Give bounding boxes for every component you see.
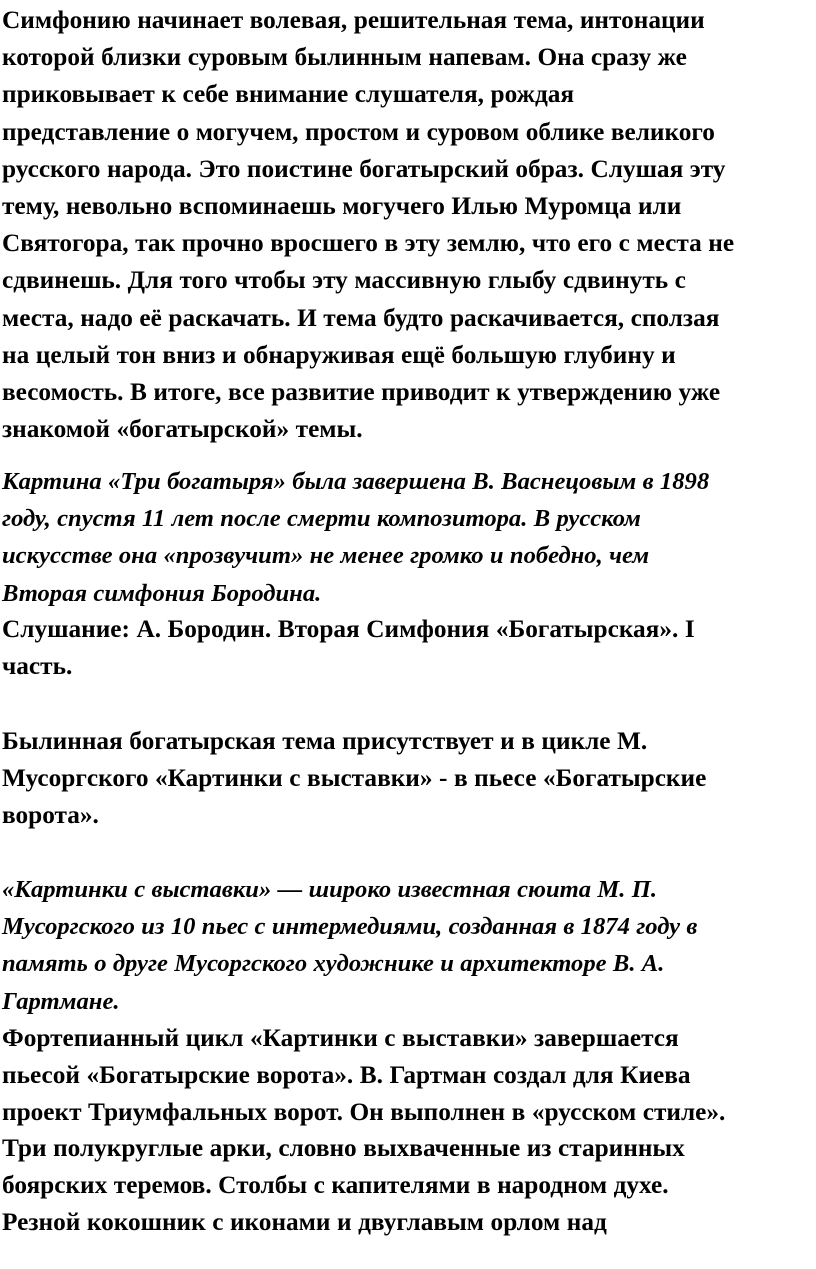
text-line: искусстве она «прозвучит» не менее громко и победно, чем: [2, 542, 650, 570]
text-line: Фортепианный цикл «Картинки с выставки» завершается: [2, 1024, 679, 1052]
text-line: «Картинки с выставки» — широко известная сюита М. П.: [2, 876, 658, 903]
text-line: знакомой «богатырской» темы.: [2, 415, 363, 444]
paragraph-4: [2, 723, 706, 835]
paragraph-7: [2, 1130, 685, 1242]
text-line: которой близки суровым былинным напевам. Она сразу же: [2, 43, 687, 72]
paragraph-3: [2, 611, 695, 685]
text-line: Мусоргского «Картинки с выставки» - в пьесе «Богатырские: [2, 764, 707, 793]
text-line: проект Триумфальных ворот. Он выполнен в «русском стиле».: [2, 1098, 726, 1127]
paragraph-2: [2, 463, 709, 612]
text-line: боярских теремов. Столбы с капителями в народном духе.: [2, 1171, 669, 1200]
text-line: Гартмане.: [2, 987, 120, 1015]
paragraph-1: [2, 2, 734, 448]
text-line: Три полукруглые арки, словно выхваченные из старинных: [2, 1134, 685, 1162]
text-line: Мусоргского из 10 пьес с интермедиями, созданная в 1874 году в: [2, 913, 698, 941]
text-line: Картина «Три богатыря» была завершена В. Васнецовым в 1898: [2, 468, 710, 495]
paragraph-6: [2, 1020, 725, 1132]
text-line: места, надо её раскачать. И тема будто раскачивается, сползая: [2, 303, 720, 332]
text-line: русского народа. Это поистине богатырский образ. Слушая эту: [2, 154, 726, 183]
text-line: сдвинешь. Для того чтобы эту массивную глыбу сдвинуть с: [2, 266, 686, 295]
text-line: Былинная богатырская тема присутствует и в цикле М.: [2, 727, 648, 755]
text-line: году, спустя 11 лет после смерти композитора. В русском: [2, 505, 641, 533]
text-line: часть.: [2, 652, 73, 681]
text-line: весомость. В итоге, все развитие приводит к утверждению уже: [2, 378, 721, 407]
text-line: Симфонию начинает волевая, решительная тема, интонации: [2, 6, 705, 34]
paragraph-5: [2, 871, 697, 1020]
text-line: Святогора, так прочно вросшего в эту землю, что его с места не: [2, 229, 735, 258]
text-line: на целый тон вниз и обнаруживая ещё большую глубину и: [2, 340, 676, 369]
text-line: память о друге Мусоргского художнике и архитекторе В. А.: [2, 950, 665, 978]
text-line: Вторая симфония Бородина.: [2, 579, 322, 607]
text-line: Слушание: А. Бородин. Вторая Симфония «Богатырская». I: [2, 615, 695, 643]
text-line: представление о могучем, простом и суровом облике великого: [2, 117, 715, 146]
text-line: пьесой «Богатырские ворота». В. Гартман создал для Киева: [2, 1061, 691, 1090]
text-line: тему, невольно вспоминаешь могучего Илью Муромца или: [2, 192, 682, 221]
text-line: приковывает к себе внимание слушателя, рождая: [2, 80, 575, 109]
text-line: Резной кокошник с иконами и двуглавым орлом над: [2, 1208, 607, 1237]
text-line: ворота».: [2, 801, 99, 830]
